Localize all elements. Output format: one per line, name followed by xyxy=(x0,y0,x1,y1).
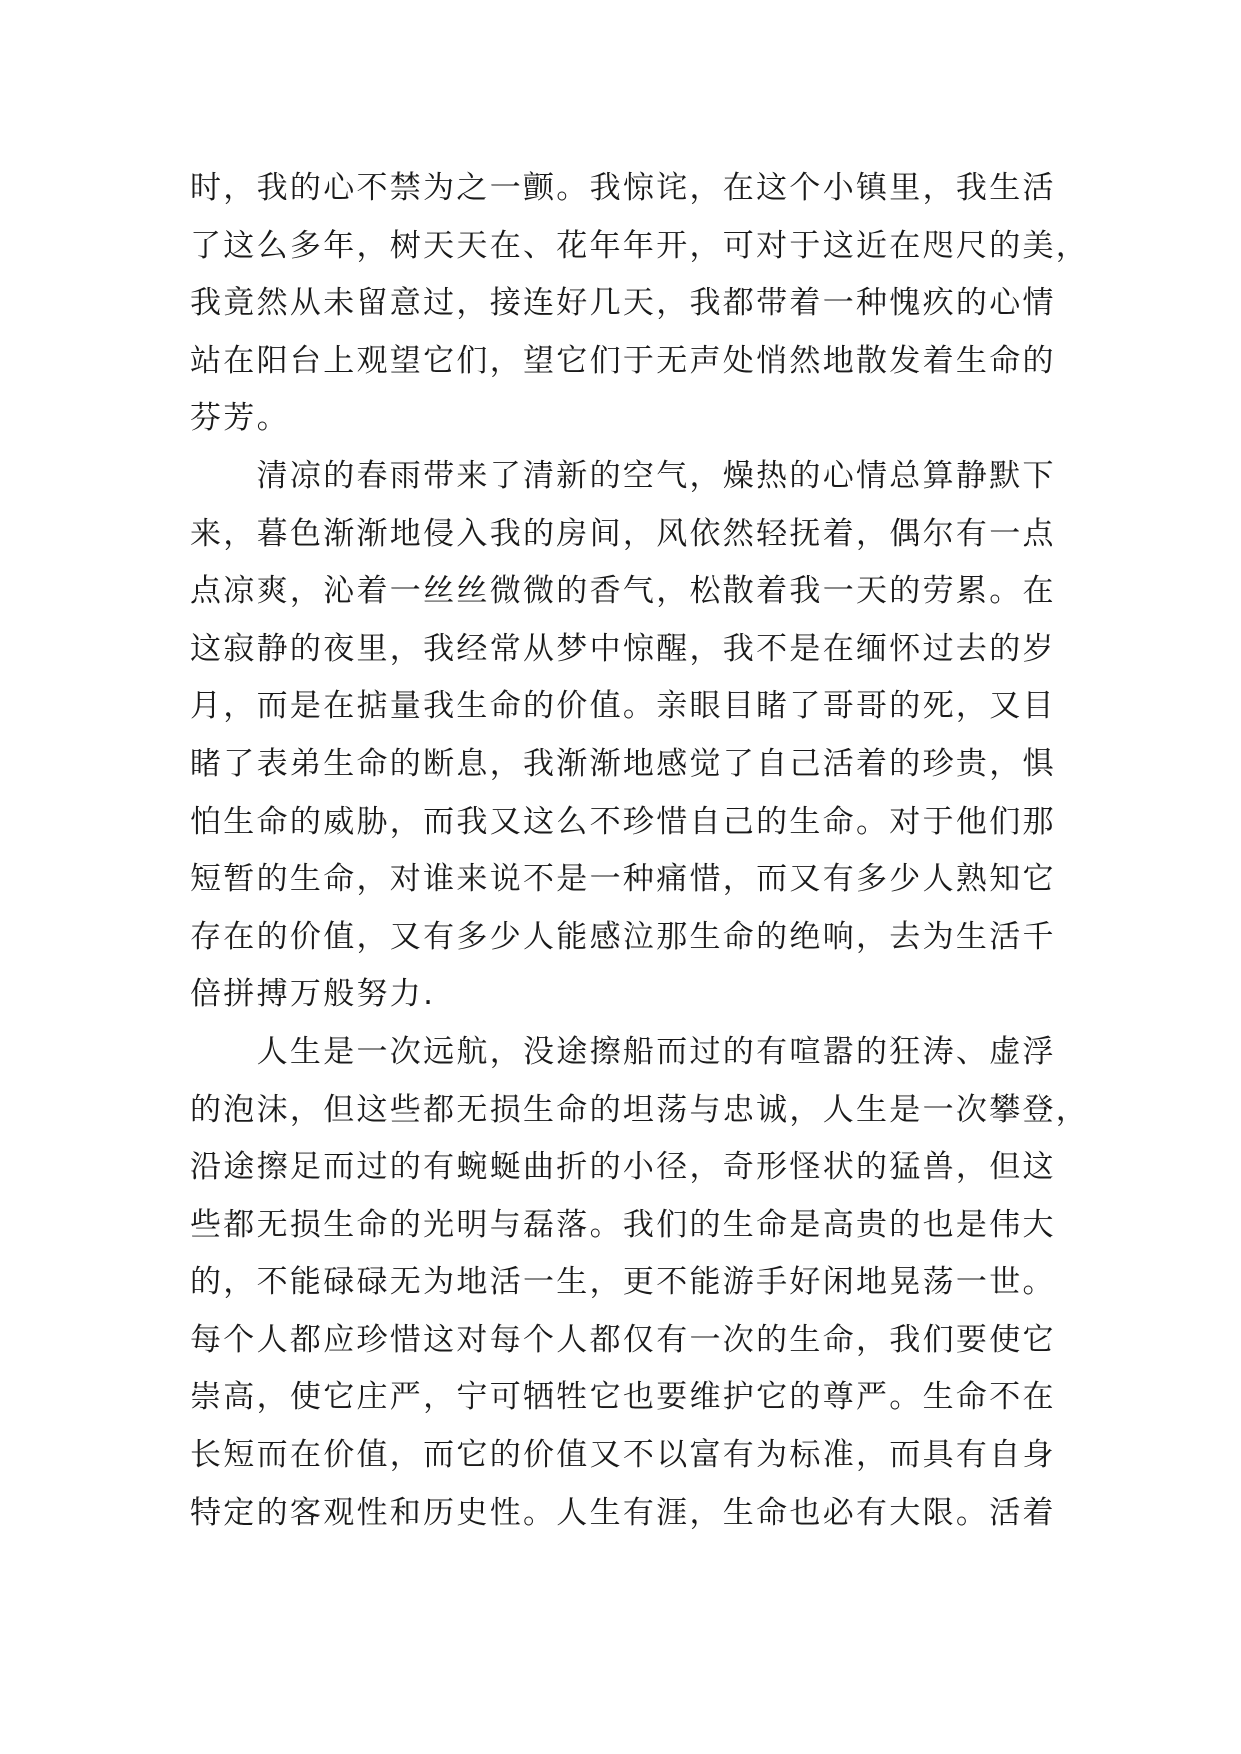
document-body xyxy=(190,160,1090,1542)
text-line: 时，我的心不禁为之一颤。我惊诧，在这个小镇里，我生活 xyxy=(190,170,1056,206)
text-line: 些都无损生命的光明与磊落。我们的生命是高贵的也是伟大 xyxy=(190,1206,1056,1243)
paragraph-2 xyxy=(190,448,1056,1024)
text-line: 站在阳台上观望它们，望它们于无声处悄然地散发着生命的 xyxy=(190,342,1056,379)
text-line: 沿途擦足而过的有蜿蜒曲折的小径，奇形怪状的猛兽，但这 xyxy=(190,1149,1056,1186)
text-line: 来，暮色渐渐地侵入我的房间，风依然轻抚着，偶尔有一点 xyxy=(190,515,1056,552)
text-line: 的，不能碌碌无为地活一生，更不能游手好闲地晃荡一世。 xyxy=(190,1264,1056,1301)
paragraph-1 xyxy=(190,160,1090,448)
text-line: 了这么多年，树天天在、花年年开，可对于这近在咫尺的美， xyxy=(190,227,1090,264)
text-line: 月，而是在掂量我生命的价值。亲眼目睹了哥哥的死，又目 xyxy=(190,688,1056,725)
text-line: 存在的价值，又有多少人能感泣那生命的绝响，去为生活千 xyxy=(190,918,1056,955)
text-line: 短暂的生命，对谁来说不是一种痛惜，而又有多少人熟知它 xyxy=(190,861,1056,898)
text-line: 的泡沫，但这些都无损生命的坦荡与忠诚，人生是一次攀登， xyxy=(190,1091,1090,1128)
paragraph-3 xyxy=(190,1024,1090,1542)
text-line: 怕生命的威胁，而我又这么不珍惜自己的生命。对于他们那 xyxy=(190,803,1056,840)
text-line: 芬芳。 xyxy=(190,400,290,437)
text-line: 崇高，使它庄严，宁可牺牲它也要维护它的尊严。生命不在 xyxy=(190,1379,1056,1416)
text-line: 长短而在价值，而它的价值又不以富有为标准，而具有自身 xyxy=(190,1437,1056,1474)
text-line: 清凉的春雨带来了清新的空气，燥热的心情总算静默下 xyxy=(190,457,1056,494)
text-line: 倍拼搏万般努力. xyxy=(190,976,436,1013)
text-line: 睹了表弟生命的断息，我渐渐地感觉了自己活着的珍贵，惧 xyxy=(190,745,1056,782)
text-line: 人生是一次远航，没途擦船而过的有喧嚣的狂涛、虚浮 xyxy=(190,1033,1056,1070)
text-line: 点凉爽，沁着一丝丝微微的香气，松散着我一天的劳累。在 xyxy=(190,573,1056,610)
text-line: 每个人都应珍惜这对每个人都仅有一次的生命，我们要使它 xyxy=(190,1321,1056,1358)
text-line: 特定的客观性和历史性。人生有涯，生命也必有大限。活着 xyxy=(190,1494,1056,1531)
text-line: 我竟然从未留意过，接连好几天，我都带着一种愧疚的心情 xyxy=(190,285,1056,322)
text-line: 这寂静的夜里，我经常从梦中惊醒，我不是在缅怀过去的岁 xyxy=(190,630,1056,667)
